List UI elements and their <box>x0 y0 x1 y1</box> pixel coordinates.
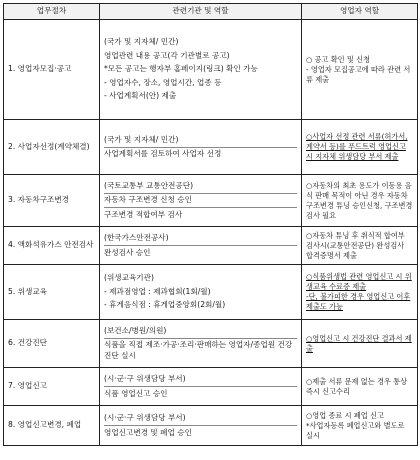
agency-line: (시·군·구 위생담당 부서) <box>104 413 186 422</box>
agency-line: 식품 영업신고 승인 <box>104 386 297 401</box>
role-line: ○영업신고 시 건강진단 결과서 제출 <box>306 333 412 353</box>
agency-line: (국가 및 지자체/ 민간) <box>104 134 179 144</box>
agency-line: 식품을 직접 제조·가공·조리·판매하는 영업자/종업원 건강진단 실시 <box>104 338 297 363</box>
agency-line: (시·군·구 위생담당 부서) <box>104 374 186 383</box>
header-role: 영업자 역할 <box>302 4 418 20</box>
agency-line: (국가 및 지자체/ 민간) <box>104 37 179 47</box>
step-cell: 7. 영업신고 <box>4 368 100 406</box>
role-line: ○제출 서류 문제 없는 경우 통상 즉시 신고수리 <box>306 376 408 396</box>
table-row <box>4 20 418 120</box>
agency-line: - 사업계획서(안) 제출 <box>104 91 177 101</box>
agency-cell <box>100 265 302 320</box>
table-header-row <box>4 4 418 20</box>
agency-cell <box>100 368 302 406</box>
procedure-table <box>3 3 418 446</box>
table-row <box>4 406 418 446</box>
agency-line: - 영업자수, 장소, 영업시간, 업종 등 <box>104 77 222 87</box>
step-cell: 2. 사업자선정(계약체결) <box>4 120 100 175</box>
table-row <box>4 265 418 320</box>
role-line: *사업자등록 폐업신고와 별도로 실시 <box>306 420 405 440</box>
step-cell: 8. 영업신고변경, 폐업 <box>4 406 100 446</box>
agency-cell <box>100 227 302 265</box>
role-line: ○자동차 튜닝 후 취식적 합여부 검사시(교통안전공단) 완성검사 합격증명서 제출 <box>306 230 405 260</box>
header-agency: 관련기관 및 역할 <box>100 4 302 20</box>
role-line: ○ 공고 확인 및 신청 <box>306 54 371 64</box>
agency-line: (국토교통부 교통안전공단) <box>104 180 194 190</box>
agency-line: 사업계획서를 검토하여 사업자 선정 <box>104 147 297 162</box>
step-cell: 1. 영업자모집·공고 <box>4 20 100 120</box>
table-row <box>4 227 418 265</box>
agency-cell <box>100 406 302 446</box>
agency-cell <box>100 320 302 368</box>
role-cell <box>302 265 418 320</box>
table-row <box>4 368 418 406</box>
agency-line: 완성검사 승인 <box>104 245 297 260</box>
step-cell: 5. 위생교육 <box>4 265 100 320</box>
step-cell: 6. 건강진단 <box>4 320 100 368</box>
role-line: -단, 불가피한 경우 영업신고 이후 제출도 가능 <box>306 292 411 311</box>
agency-line: 영업신고변경 및 폐업 승인 <box>104 425 297 440</box>
header-step: 업무절차 <box>4 4 100 20</box>
agency-line: 자동차 구조변경 신청 승인 <box>104 193 297 208</box>
role-cell <box>302 320 418 368</box>
table-row <box>4 320 418 368</box>
agency-line: (위생교육기관) <box>104 273 154 283</box>
agency-line: (보건소/병원/의원) <box>104 325 167 335</box>
agency-cell <box>100 20 302 120</box>
agency-line: - 제과점영업 : 제과협회(1회/월) <box>104 286 211 296</box>
step-cell: 4. 액화석유가스 안전검사 <box>4 227 100 265</box>
table-row <box>4 175 418 227</box>
table-row <box>4 120 418 175</box>
role-cell <box>302 20 418 120</box>
agency-line: 영업관련 내용 공고(각 기관별로 공고) <box>104 50 230 60</box>
role-cell <box>302 120 418 175</box>
role-cell <box>302 406 418 446</box>
step-cell: 3. 자동차구조변경 <box>4 175 100 227</box>
agency-cell <box>100 120 302 175</box>
role-cell <box>302 227 418 265</box>
role-line: ○사업자 선정 관련 서류(허가서, 계약서 등)를 푸드트럭 영업신고 시 지자체 위생담당 부서 제출 <box>306 132 408 161</box>
agency-line: *모든 공고는 행자부 홈페이지(링크) 확인 가능 <box>104 64 258 74</box>
agency-cell <box>100 175 302 227</box>
role-cell <box>302 175 418 227</box>
agency-line: 구조변경 적합여부 검사 <box>104 207 297 222</box>
agency-line: (한국가스안전공사) <box>104 233 169 242</box>
role-line: ○식품위생법 관련 영업신고 시 위생교육 수료증 제출 <box>306 272 412 291</box>
role-line: ○영업 종료 시 폐업 신고 <box>306 410 384 420</box>
role-line: ○자동차의 최초 용도가 이동용 음식 판매 목적이 아닌 경우 자동차 구조변경 튜닝 승인신청, 구조변경검사 필요 <box>306 180 413 220</box>
role-line: - 영업자 모집공고에 따라 관련 서류 제출 <box>306 64 411 84</box>
agency-line: - 휴게음식점 : 휴게업중앙회(2회/월) <box>104 300 226 310</box>
role-cell <box>302 368 418 406</box>
